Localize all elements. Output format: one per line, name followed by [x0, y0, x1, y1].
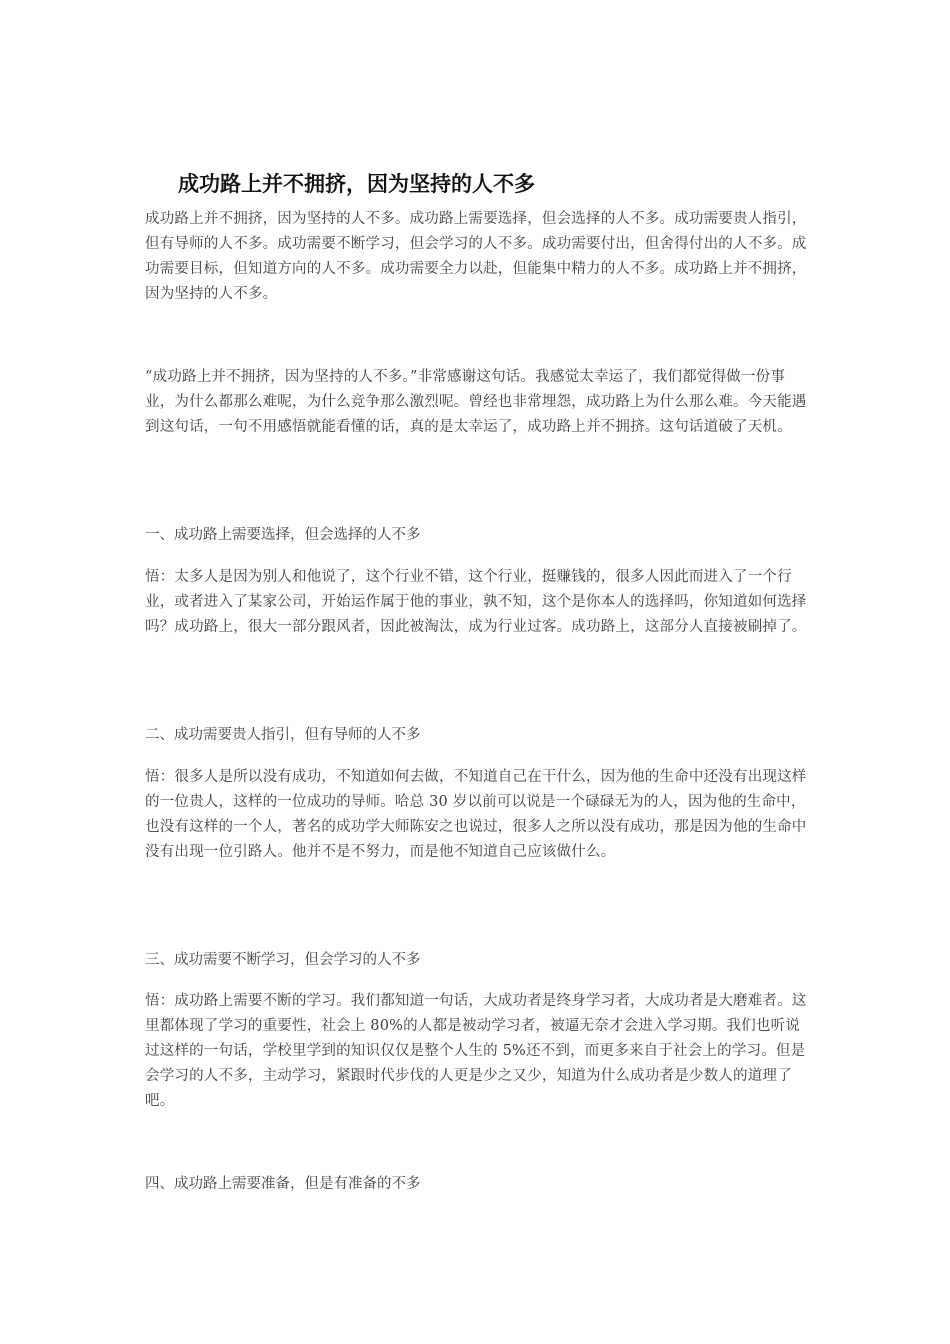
intro-paragraph: 成功路上并不拥挤，因为坚持的人不多。成功路上需要选择，但会选择的人不多。成功需要贵人指引，但有导师的人不多。成功需要不断学习，但会学习的人不多。成功需要付出，但舍得付出的人不多。成功需要目标，但知道方向的人不多。成功需要全力以赴，但能集中精力的人不多。成功路上并不拥挤，因为坚持的人不多。 [145, 211, 807, 302]
section-heading-3: 三、成功需要不断学习，但会学习的人不多 [145, 952, 421, 968]
section-body-1: 悟：太多人是因为别人和他说了，这个行业不错，这个行业，挺赚钱的，很多人因此而进入了一个行业，或者进入了某家公司，开始运作属于他的事业，孰不知，这个是你本人的选择吗，你知道如何选择吗？成功路上，很大一部分跟风者，因此被淘汰，成为行业过客。成功路上，这部分人直接被刷掉了。 [145, 569, 807, 635]
section-body-3: 悟：成功路上需要不断的学习。我们都知道一句话，大成功者是终身学习者，大成功者是大磨难者。这里都体现了学习的重要性，社会上 80%的人都是被动学习者，被逼无奈才会进入学习期。我们也听说过这样的一句话，学校里学到的知识仅仅是整个人生的 5%还不到，而更多来自于社会上的学习。但是会学习的人不多，主动学习，紧跟时代步伐的人更是少之又少，知道为什么成功者是少数人的道理了吧。 [145, 993, 807, 1109]
section-heading-1: 一、成功路上需要选择，但会选择的人不多 [145, 527, 421, 543]
section-heading-2: 二、成功需要贵人指引，但有导师的人不多 [145, 727, 421, 743]
reflection-paragraph: “成功路上并不拥挤，因为坚持的人不多。”非常感谢这句话。我感觉太幸运了，我们都觉得做一份事业，为什么都那么难呢，为什么竞争那么激烈呢。曾经也非常埋怨，成功路上为什么那么难。今天能遇到这句话，一句不用感悟就能看懂的话，真的是太幸运了，成功路上并不拥挤。这句话道破了天机。 [145, 369, 807, 435]
page-title: 成功路上并不拥挤，因为坚持的人不多 [178, 172, 535, 196]
section-body-2: 悟：很多人是所以没有成功，不知道如何去做，不知道自己在干什么，因为他的生命中还没有出现这样的一位贵人，这样的一位成功的导师。哈总 30 岁以前可以说是一个碌碌无为的人，因为他的生命中，也没有这样的一个人，著名的成功学大师陈安之也说过，很多人之所以没有成功，那是因为他的生命中没有出现一位引路人。他并不是不努力，而是他不知道自己应该做什么。 [145, 769, 807, 860]
section-heading-4: 四、成功路上需要准备，但是有准备的不多 [145, 1176, 421, 1192]
